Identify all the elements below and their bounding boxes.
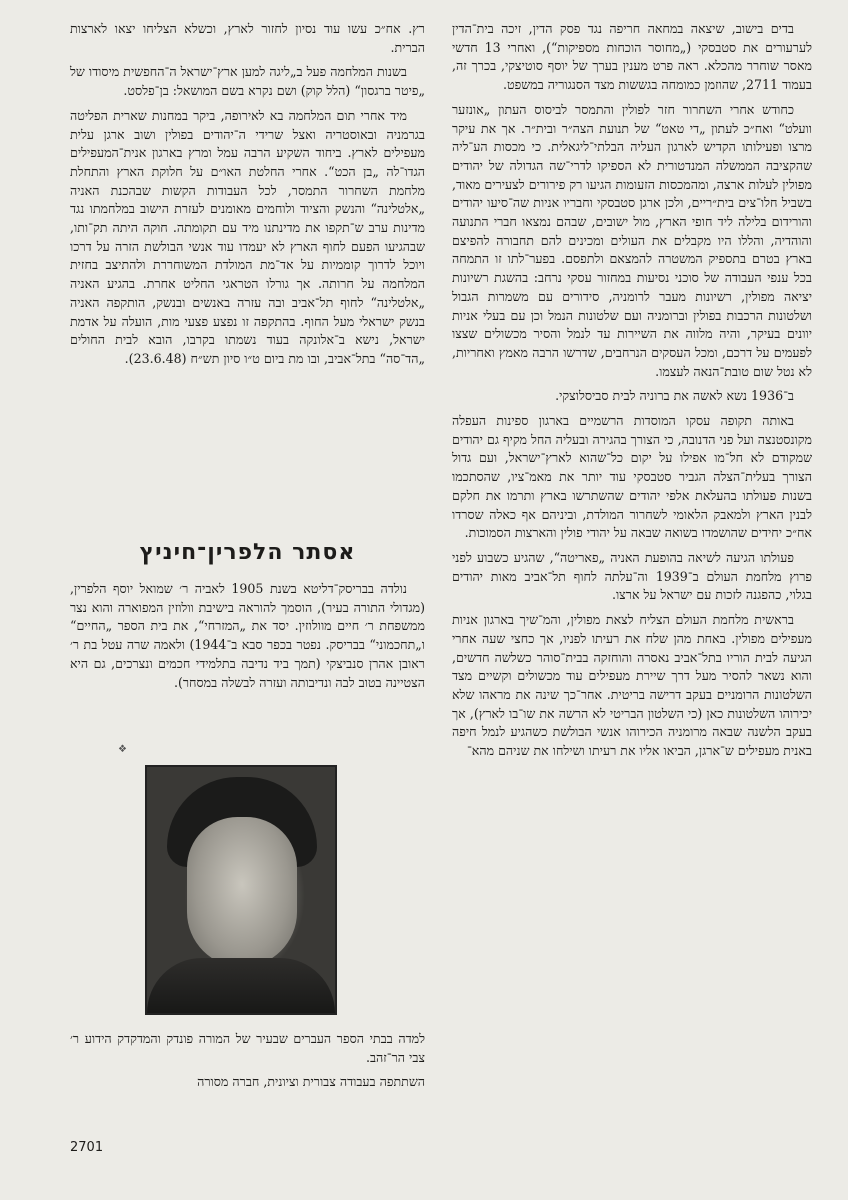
portrait-collar xyxy=(147,958,335,1013)
paragraph: נולדה בבריסק־דליטא בשנת 1905 לאביה ר׳ שמואל יוסף הלפרין, (מגדולי התורה בעיר), הוסמך להוראה בישיבת וולוזין המפוארה והוא נצר ממשפחת ר׳ חיים מוולוזין. יסד את „המזרחי“, את בית הספר „החיים“ ו„תחכמוני“ בבריסק. נפטר בכפר סבא ב־1944) ולאמה שרה עטל בת ר׳ ראובן אהרן סנביצקי (תמך ביד נדיבה בתלמידי חכמים ונצרכים, גם היא הצטיינה בטוב לבה ונדיבותה ועזרה לבשלה במסחר). xyxy=(70,581,425,690)
paragraph: בשנות המלחמה פעל ב„ליגה למען ארץ־ישראל ה־החפשית מיסודו של „פיטר ברגסון“ (הלל קוק) ושם נקרא בשם המושאל: בן־פלסט. xyxy=(70,64,425,99)
paragraph: בדים בישוב, שיצאה במחאה חריפה נגד פסק הדין, זיכה בית־הדין לערעורים את סטבסקי („מחוסר הוכחות מספיקות“), ואחרי 13 חדשי מאסר שוחרר מהכלא. ראה פרט מענין בערך של יוסף סוטיצקי, בכרך זה, בעמוד 2711, שהוזמן כמומחה בגששות מצד הסנגוריה במשפט. xyxy=(452,21,812,93)
page-number: 2701 xyxy=(70,1140,104,1155)
portrait-photo xyxy=(145,765,337,1015)
paragraph: למדה בבתי הספר העברים שבעיר של המורה פונדק והמדקדק הידוע ר׳ צבי הר־זהב. xyxy=(70,1031,425,1065)
left-column-bottom xyxy=(70,580,425,692)
paragraph: מיד אחרי תום המלחמה בא לאירופה, ביקר במחנות שארית הפליטה בגרמניה ובאוסטריה ואצל שרידי ה־יהודים בפולין ושוב ארגן עלית מעפילים לארץ. ביחוד השקיע הרבה עמל ומרץ בארגון אנית־המעפילים הגדו־לה „בן הכט“. אחרי החלטת האו״ם על חלוקת הארץ והתחלת מלחמת השחרור התמסר, לכל העבודות הקשות שבהכנת האניה „אלטלינה“ והנשק והציוד ולוחמים מאומנים לעזרת הישוב במלחמתו נגד מדינות ערב ש־תקפו את מדינתנו מיד עם תקומתה. חוקה היתה תק־ותו, שבהגיעו הפעם לחוף הארץ לא יעמדו עוד אנשי הבולשת הזרה על דרכו ויוכל לדרוך קוממיות על אד־מת המולדת המשוחררת ולהתיצב בחזית המלחמה על חרותה. אך גורלו הטראגי החליט אחרת. בהגיע האניה „אלטלינה“ לחוף תל־אביב ובה עזרה באנשים ובנשק, הותקפה האניה בנשק ישראלי מעל החוף. בהתקפה זו נפצע פצעי מות, הועלה על אדמת ישראל, נישא ב־אלונקה בעוד נשמתו בקרבו, הובא לבית החולים „הד־סה“ בתל־אביב, ובו מת ביום ט״ו סיון תש״ח (23.6.48). xyxy=(70,107,425,366)
print-mark: ❖ xyxy=(118,744,127,755)
left-column-top xyxy=(70,20,425,369)
paragraph: השתתפה בעבודה צבורית וציונית, חברה מסורה xyxy=(197,1074,425,1090)
paragraph: רץ. אח״כ עשו עוד נסיון לחזור לארץ, וכשלא הצליחו יצאו לארצות הברית. xyxy=(70,21,425,55)
biography-heading: אסתר הלפרין־חיניץ xyxy=(139,540,356,565)
paragraph: כחודש אחרי השחרור חזר לפולין והתמסר לביסוס העתון „אונזער וועלט“ ואח״כ לעתון „די טאט“ של תנועת הצה״ר ובית״ר. אך את עיקר מרצו ופעילותו הקדיש לארגון העליה הבלתי־ליגאלית. כי מכסות הע־ליה שהקציבה הממשלה המנדטורית לא הספיקו לדרי־שה הגדולה של יהודים מפולין לעלות ארצה, ומהמכסות הזעומות הגיעו רק פירורים לצעירים מאוד, בשביל חלו־צים בית״ריים, ולכן ארגן סטבסקי וחבריו אניות שה־סיעו יהודים והורידום בלילה ליד חופי הארץ, מול ישובים, שבהם נמצאו חברי התנועה והוהדיה, והללו היו מקבלים את העולים ומכינים להם תחבורה להפיצם בארץ בטרם בתספיק המשטרה להמצאם ולתפסם. בפער־לתו זו התמחה בכל ענפי העבודה של סוכני נסיעות במחזור עסקי נרחב: בהשגת רשיונות יציאה מפולין, רשיונות מעבר לרומניה, סידורים עם משמרות הגבול ושלטונות הרכבות בפולין וברומניה ועם שלטונות הנמל וכן עם בעלי אניות יוונים בעיקר, והיה מלווה את השיירות עד לנמל והסיר מכשולים שצצו לפעמים על דרכם, ומכל העסקים הנרחבים, שדרשו הרבה מאמץ ואחריות, לא נטל שום טובת־הנאה לעצמו. xyxy=(452,101,812,379)
paragraph: פעולתו הגיעה לשיאה בהופעת האניה „פאריטה“, שהגיע כשבוע לפני פרוץ מלחמת העולם ב־1939 וה־עלתה לחוף תל־אביב מאות יהודים בגלוי, כהפגנה לזכות עם ישראל על ארצו. xyxy=(452,549,812,603)
right-column xyxy=(452,20,812,761)
caption-block xyxy=(70,1030,425,1092)
paragraph: באותה תקופה עסקו המוסדות הרשמיים בארגון ספינות העפלה מקונסטנצה ועל פני הדנובה, כי הצורך בהגירה ובעליה החל מקיף גם יהודים שמקודם לא חל־מו אפילו על יקום כל־שהוא לארץ־ישראל, ועם גדול הצורך בעלית־הצלה הגביר סטבסקי עוד יותר את מאמ־ציו, שהסתכמו בשנות פעולתו בהעלאת אלפי יהודים שהשתרשו בארץ ותרמו את חלקם לבנין הארץ ולמאבק הלאומי לשחרור המולדת, וביניהם אף כאלה שסרדו אח״כ יחידים שהושמדו בשואה שבאה על יהודי פולין והארצות הסמוכות. xyxy=(451,413,812,541)
portrait-face xyxy=(187,817,297,967)
paragraph: בראשית מלחמת העולם הצליח לצאת מפולין, והמ־שיך בארגון אניות מעפילים מפולין. באחת מהן שלח את רעיתו לפניו, אך כחצי שעה אחרי הגיעה לבית הוריו בתל־אביב נאסרה והוחזקה בבית־סוהר כשלשה חדשים, והוא נשאר להסיר מעל דרך שיירת מעפילים עוד מכשולים וקשיים מצד השלטונות הרומניים בעקב דרישה בריטית. אחר־כך שינה את מראהו שלא יכירוהו השלטונות כאן (כי השלטון הבריטי לא הרשה את שו־בו לארץ), אך בעקב הלשנה שבאה מרומניה הכירוהו אנשי הבולשת כשהגיע לנמל חיפה באנית מעפילים ש־ארגן, הביאו אליו את רעיתו ושילחו את שניהם מהא־ xyxy=(452,612,812,759)
paragraph: ב־1936 נשא לאשה את ברוניה לבית סביסלוצקי. xyxy=(555,388,794,404)
